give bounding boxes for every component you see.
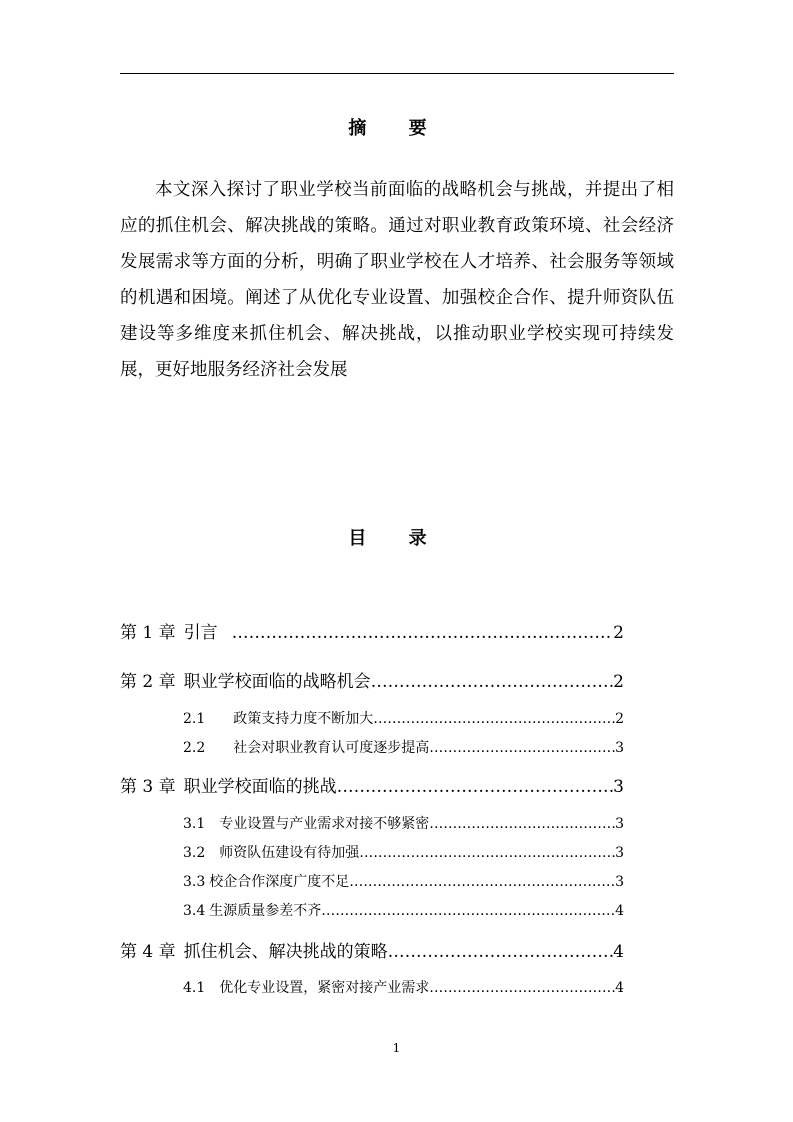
toc-leader [429,816,615,832]
toc-entry-page: 3 [615,845,624,861]
toc-entry-page: 4 [613,942,624,962]
toc-entry-text: 师资队伍建设有待加强 [219,845,360,861]
toc-entry-2-1[interactable] [183,708,624,728]
toc-entry-page: 3 [615,816,624,832]
toc-entry-text: 职业学校面临的战略机会 [183,672,371,692]
toc-entry-page: 3 [615,874,624,890]
toc-entry-3-1[interactable] [183,813,624,833]
toc-entry-text: 职业学校面临的挑战 [183,777,337,797]
toc-entry-text: 优化专业设置，紧密对接产业需求 [219,980,430,996]
toc-entry-text: 专业设置与产业需求对接不够紧密 [219,816,430,832]
toc-entry-ch3[interactable] [120,772,624,797]
toc-entry-4-1[interactable] [183,977,624,997]
toc-entry-text: 校企合作深度广度不足 [209,874,350,890]
header-rule [120,73,674,74]
toc-leader [373,711,615,727]
toc-leader [429,740,615,756]
toc-leader [359,845,615,861]
toc-entry-3-3[interactable] [183,871,624,891]
toc-leader [337,777,614,797]
toc-entry-page: 4 [615,903,624,919]
toc-leader [349,874,615,890]
toc-entry-page: 2 [613,672,624,692]
toc-entry-ch2[interactable] [120,667,624,692]
toc-entry-page: 2 [615,711,624,727]
toc-entry-text: 政策支持力度不断加大 [233,711,374,727]
toc-entry-page: 4 [615,980,624,996]
toc-leader [388,942,614,962]
toc-entry-2-2[interactable] [183,737,624,757]
toc-entry-number: 3.2 [183,845,206,861]
toc-entry-number: 3.4 [183,903,206,919]
toc-entry-number: 2.2 [183,740,206,756]
toc-entry-text: 抓住机会、解决挑战的策略 [183,942,388,962]
toc-leader [429,980,615,996]
toc-entry-number: 4.1 [183,980,206,996]
toc-entry-ch4[interactable] [120,937,624,962]
abstract-body: 本文深入探讨了职业学校当前面临的战略机会与挑战，并提出了相应的抓住机会、解决挑战的策略。通过对职业教育政策环境、社会经济发展需求等方面的分析，明确了职业学校在人才培养、社会服务等领域的机遇和困境。阐述了从优化专业设置、加强校企合作、提升师资队伍建设等多维度来抓住机会、解决挑战，以推动职业学校实现可持续发展，更好地服务经济社会发展 [120,180,674,380]
toc-leader [371,672,614,692]
toc-leader [232,623,614,643]
toc-entry-text: 生源质量参差不齐 [209,903,322,919]
toc-title: 目 录 [348,528,445,549]
toc-entry-ch1[interactable] [120,618,624,643]
toc-entry-page: 3 [613,777,624,797]
toc-entry-page: 2 [613,623,624,643]
toc-entry-number: 第 4 章 [120,942,176,962]
toc-entry-number: 3.1 [183,816,206,832]
toc-entry-number: 2.1 [183,711,206,727]
toc-entry-3-4[interactable] [183,900,624,920]
toc-entry-3-2[interactable] [183,842,624,862]
page-number: 1 [392,1041,401,1055]
toc-entry-number: 第 1 章 [120,623,176,643]
toc-entry-number: 第 2 章 [120,672,176,692]
toc-entry-number: 3.3 [183,874,206,890]
toc-entry-number: 第 3 章 [120,777,176,797]
toc-entry-page: 3 [615,740,624,756]
toc-entry-text: 社会对职业教育认可度逐步提高 [233,740,430,756]
abstract-title: 摘 要 [348,118,445,139]
toc-entry-text: 引言 [183,623,218,643]
toc-leader [321,903,615,919]
